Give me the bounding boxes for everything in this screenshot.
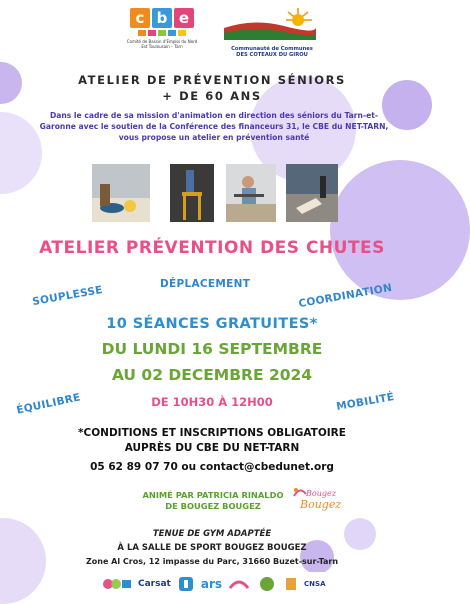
date-start: DU LUNDI 16 SEPTEMBRE: [101, 340, 323, 358]
partner-logos: [98, 572, 352, 596]
conditions-line2: AUPRÈS DU CBE DU NET-TARN: [124, 442, 300, 454]
exercise-photo: [170, 164, 214, 222]
main-title: ATELIER PRÉVENTION DES CHUTES: [39, 238, 385, 258]
seances-title: 10 SÉANCES GRATUITES*: [106, 316, 318, 332]
tag-coordination: COORDINATION: [297, 281, 394, 311]
tenue-text: TENUE DE GYM ADAPTÉE: [152, 529, 272, 539]
animator-line2: DE BOUGEZ BOUGEZ: [165, 501, 261, 511]
tag-mobilite: MOBILITÉ: [335, 391, 396, 413]
venue-text: À LA SALLE DE SPORT BOUGEZ BOUGEZ: [117, 543, 307, 553]
securite-sociale-logo: [177, 574, 195, 594]
monalisa-logo: [284, 574, 298, 594]
date-end: AU 02 DECEMBRE 2024: [111, 366, 313, 384]
intro-paragraph: Dans le cadre de sa mission d'animation en direction des séniors du Tarn-et-Garonne avec le soutien de la Conférence des financeurs 31, le CBE du NET-TARN, vous propose un atelier en prévention santé: [39, 111, 389, 142]
cbe-logo: [124, 8, 200, 64]
time-range: DE 10H30 À 12H00: [151, 395, 273, 409]
ars-logo: ars: [200, 577, 223, 591]
cbe-letter: c: [130, 8, 150, 28]
header-title-line2: + DE 60 ANS: [162, 89, 262, 103]
address-text: Zone Al Cros, 12 impasse du Parc, 31660 Buzet-sur-Tarn: [85, 557, 339, 566]
contact-line[interactable]: 05 62 89 07 70 ou contact@cbedunet.org: [90, 461, 334, 473]
occitanie-logo: [228, 574, 250, 594]
cnsa-logo: CNSA: [304, 580, 326, 588]
ccg-landscape-icon: [224, 6, 316, 40]
haute-garonne-logo: [256, 574, 278, 594]
ccg-logo: [224, 6, 320, 64]
header-title: [0, 72, 424, 104]
bougez-logo: [288, 482, 342, 518]
agirc-arrco-logo: [102, 574, 132, 594]
ccg-line2: DES COTEAUX DU GIROU: [236, 52, 308, 58]
exercise-photo: [226, 164, 276, 222]
animator-line1: ANIMÉ PAR PATRICIA RINALDO: [142, 490, 284, 500]
houses-icon: [124, 30, 200, 36]
cbe-letter: b: [152, 8, 172, 28]
bougez-logo-word1: Bougez: [306, 489, 336, 498]
tag-deplacement: DÉPLACEMENT: [160, 278, 251, 290]
tag-equilibre: ÉQUILIBRE: [15, 391, 82, 417]
decor-circle: [330, 160, 470, 300]
exercise-photo: [92, 164, 150, 222]
cbe-logo-subtitle: Comité de Bassin d'Emploi du Nord Est Toulousain – Tarn: [126, 39, 198, 49]
animator-text: [140, 490, 286, 512]
cbe-letter: e: [174, 8, 194, 28]
conditions-line1: *CONDITIONS ET INSCRIPTIONS OBLIGATOIRE: [78, 427, 346, 439]
tag-souplesse: SOUPLESSE: [31, 283, 104, 309]
header-title-line1: ATELIER DE PRÉVENTION SÉNIORS: [78, 73, 346, 87]
exercise-photo: [286, 164, 338, 222]
carsat-logo: Carsat: [138, 579, 171, 589]
ccg-line1: Communauté de Communes: [231, 46, 313, 52]
bougez-logo-word2: Bougez: [300, 498, 342, 511]
conditions-text: [0, 426, 424, 456]
